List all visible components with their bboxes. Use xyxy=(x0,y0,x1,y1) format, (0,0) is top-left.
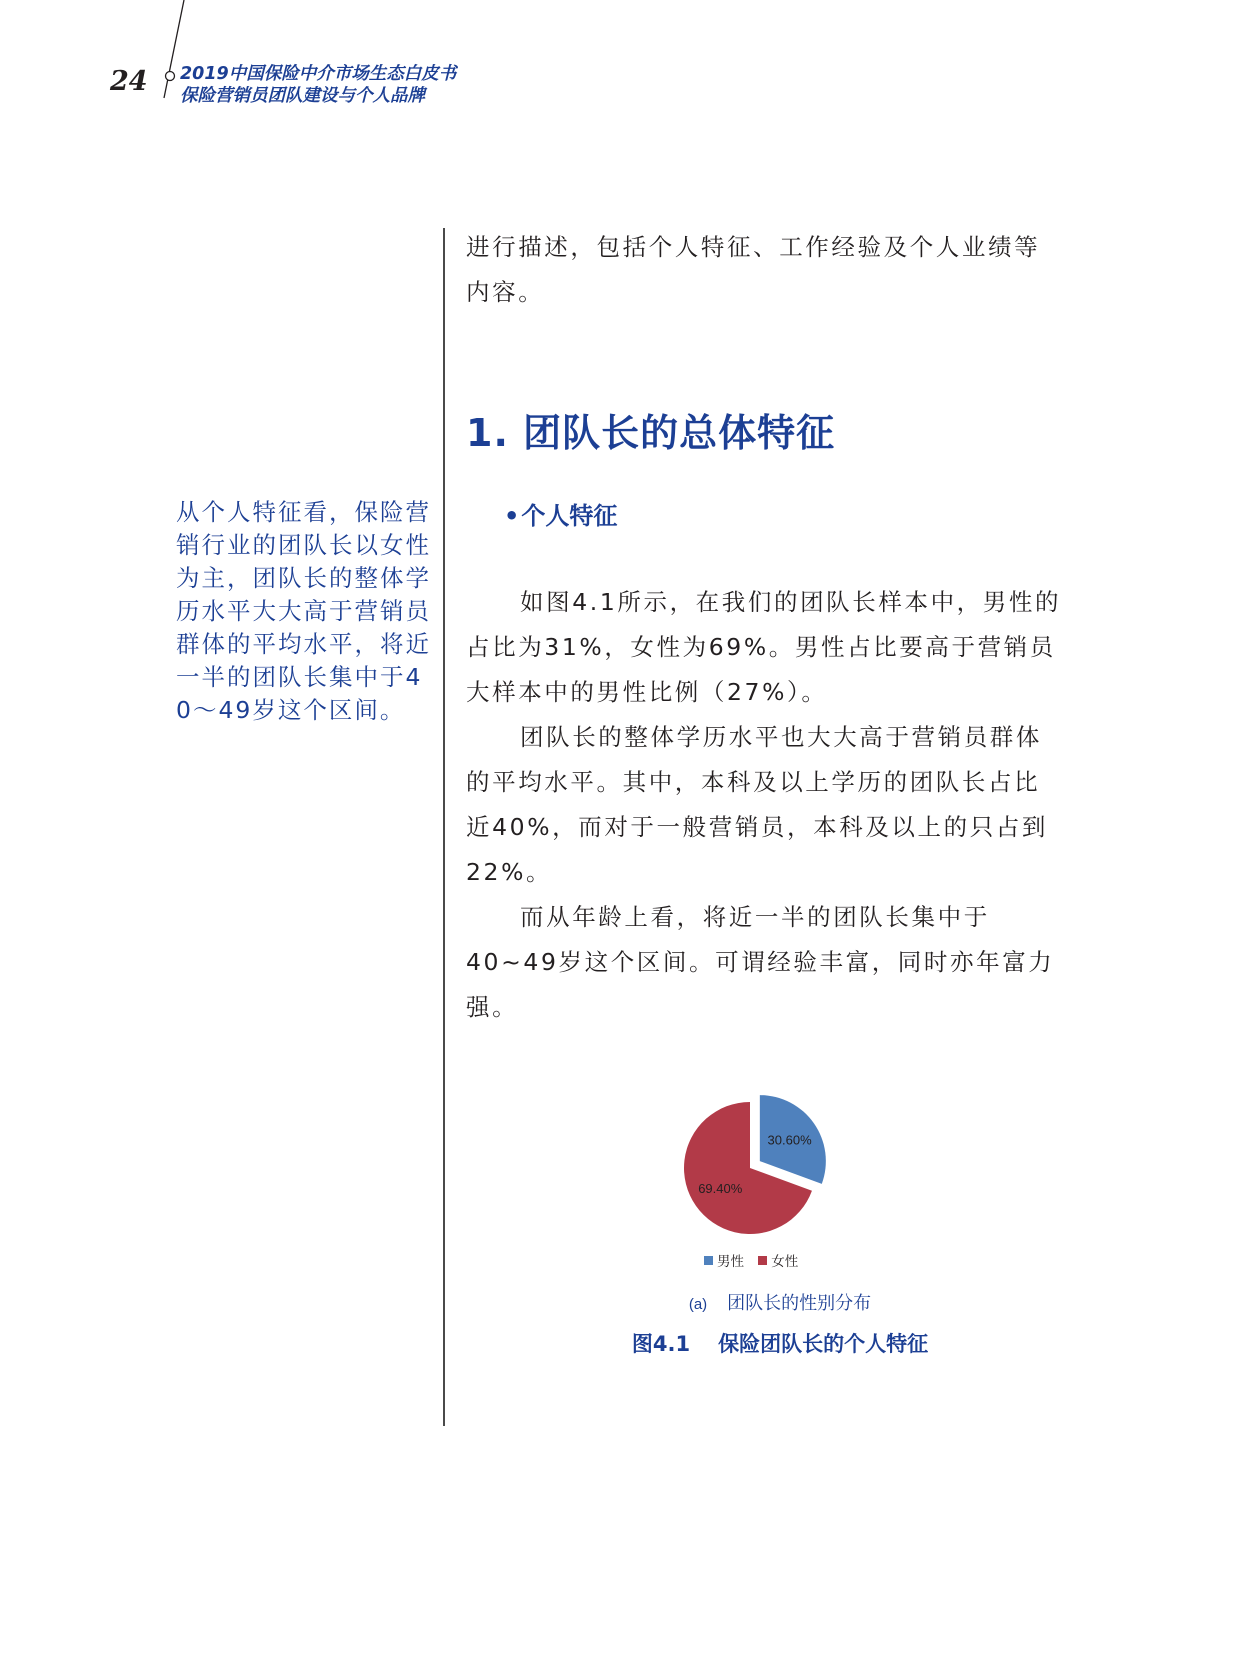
header-circle-icon xyxy=(166,72,175,81)
subcaption-text: 团队长的性别分布 xyxy=(727,1293,872,1314)
running-header-title: 2019中国保险中介市场生态白皮书 xyxy=(180,64,457,84)
legend-swatch-female xyxy=(758,1256,767,1265)
pie-data-label-female: 69.40% xyxy=(698,1180,743,1196)
header-decoration xyxy=(0,0,200,110)
intro-paragraph: 进行描述，包括个人特征、工作经验及个人业绩等内容。 xyxy=(466,233,1041,306)
column-divider xyxy=(443,228,445,1426)
bullet-heading xyxy=(504,496,617,531)
chart-subcaption xyxy=(650,1289,910,1315)
sidebar-pull-quote: 从个人特征看，保险营销行业的团队长以女性为主，团队长的整体学历水平大大高于营销员群体的平均水平，将近一半的团队长集中于40～49岁这个区间。 xyxy=(176,498,431,724)
section-title: 1. 团队长的总体特征 xyxy=(466,411,836,455)
legend-label: 男性 xyxy=(717,1254,744,1270)
legend-swatch-male xyxy=(704,1256,713,1265)
pie-data-label-male: 30.60% xyxy=(767,1132,812,1148)
chart-legend xyxy=(704,1250,808,1270)
figure-number: 图4.1 xyxy=(631,1332,691,1356)
body-paragraph: 团队长的整体学历水平也大大高于营销员群体的平均水平。其中，本科及以上学历的团队长占比近40%，而对于一般营销员，本科及以上的只占到22%。 xyxy=(466,723,1049,886)
legend-item-male xyxy=(704,1254,744,1270)
legend-label: 女性 xyxy=(771,1254,799,1270)
gender-pie-chart xyxy=(640,1070,900,1250)
legend-item-female xyxy=(758,1254,798,1270)
figure-caption xyxy=(580,1328,980,1358)
bullet-dot-icon: • xyxy=(504,502,520,530)
body-paragraph: 而从年龄上看，将近一半的团队长集中于40~49岁这个区间。可谓经验丰富，同时亦年富力强。 xyxy=(466,903,1055,1021)
body-paragraph: 如图4.1所示，在我们的团队长样本中，男性的占比为31%，女性为69%。男性占比要高于营销员大样本中的男性比例（27%）。 xyxy=(466,588,1062,706)
bullet-heading-label: 个人特征 xyxy=(521,502,618,530)
subcaption-tag: (a) xyxy=(688,1296,708,1313)
figure-caption-text: 保险团队长的个人特征 xyxy=(718,1332,929,1356)
running-header-subtitle: 保险营销员团队建设与个人品牌 xyxy=(180,86,425,106)
page-number: 24 xyxy=(110,66,148,97)
